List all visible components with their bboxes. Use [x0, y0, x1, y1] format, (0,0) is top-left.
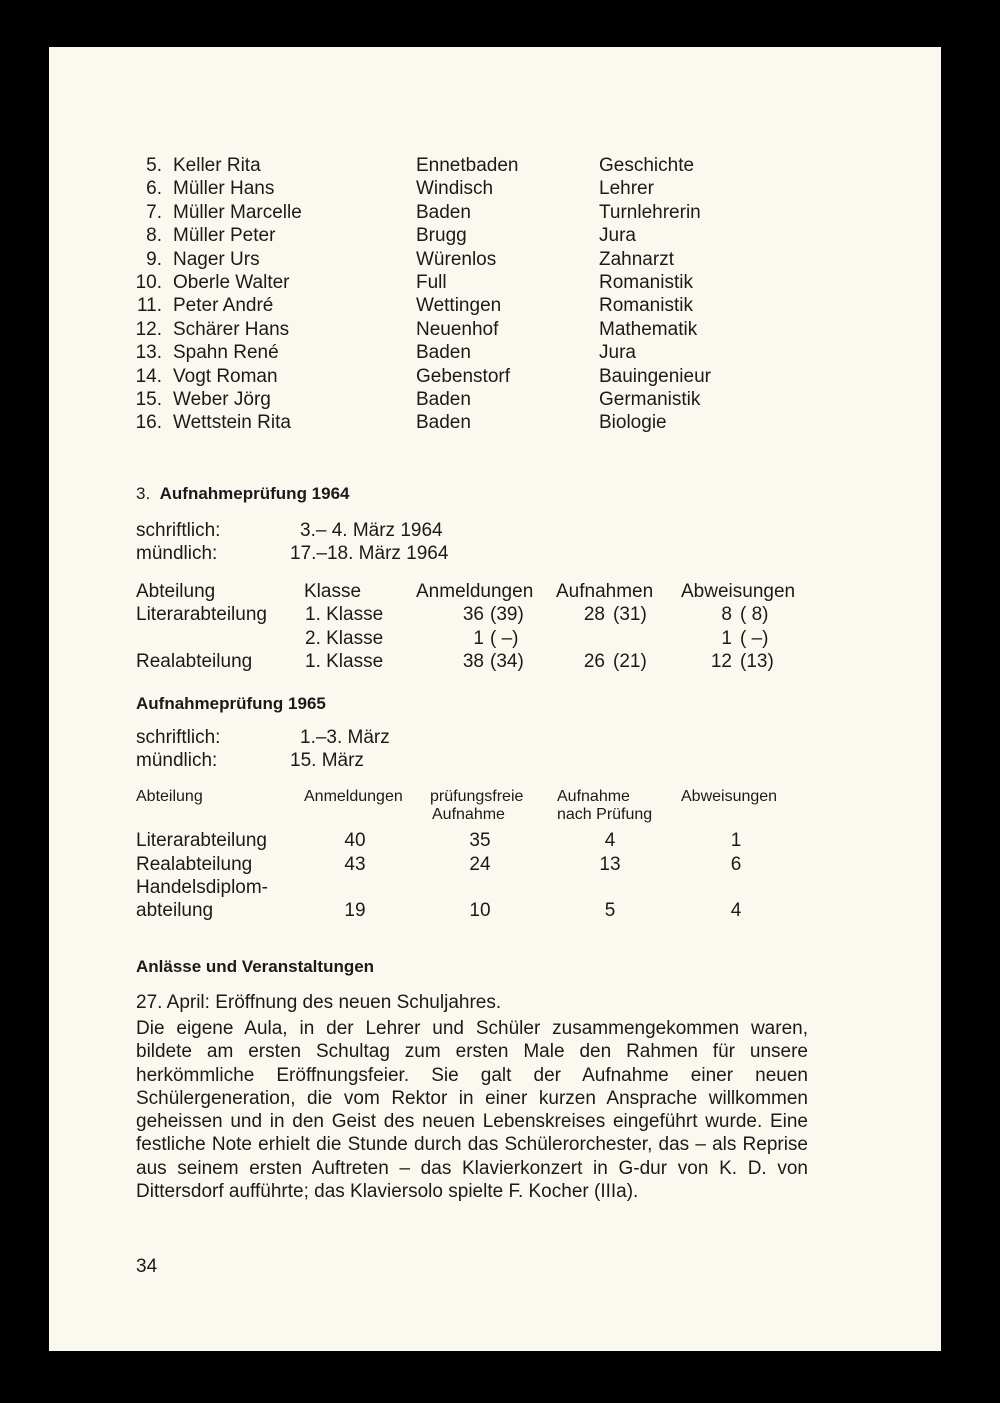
table1964-klasse: 1. Klasse: [305, 651, 384, 672]
table1964-abweisungen-prev: (13): [740, 651, 774, 672]
section-title-1965: Aufnahmeprüfung 1965: [136, 694, 326, 713]
person-field: Turnlehrerin: [599, 201, 701, 223]
table1965-header-abteilung: Abteilung: [136, 788, 203, 805]
person-number: 15.: [135, 389, 162, 410]
table1964-abteilung: Realabteilung: [136, 651, 253, 672]
table1964-aufnahmen: 28: [583, 604, 605, 625]
table1965-header-nach-pruefung: nach Prüfung: [557, 806, 653, 823]
table1964-anmeldungen-prev: (34): [490, 651, 524, 672]
person-number: 11.: [136, 295, 162, 317]
table1965-abweisungen: 6: [730, 853, 742, 875]
person-field: Germanistik: [599, 389, 701, 410]
person-number: 16.: [135, 412, 162, 434]
table1965-abteilung: Realabteilung: [136, 853, 253, 875]
table1964-abteilung: Literarabteilung: [136, 604, 267, 625]
person-field: Jura: [599, 342, 636, 364]
person-number: 13.: [135, 342, 162, 364]
table1965-row3-abteilung-2: abteilung: [136, 900, 214, 921]
person-field: Jura: [599, 225, 636, 247]
schriftlich-label-1964: schriftlich:: [136, 520, 221, 541]
table1964-anmeldungen-prev: (39): [490, 604, 524, 625]
events-title: Anlässe und Veranstaltungen: [136, 957, 375, 976]
table1964-header-anmeldungen: Anmeldungen: [416, 581, 534, 602]
person-number: 10.: [135, 272, 162, 293]
person-place: Baden: [416, 389, 471, 410]
table1964-aufnahmen-prev: (31): [613, 604, 647, 625]
person-name: Wettstein Rita: [173, 412, 291, 434]
person-place: Full: [416, 272, 447, 293]
person-place: Baden: [416, 342, 471, 364]
table1965-row3-abteilung-1: Handelsdiplom-: [136, 877, 269, 898]
person-field: Romanistik: [599, 272, 693, 293]
person-name: Vogt Roman: [173, 365, 278, 387]
table1965-row3-abweisungen: 4: [730, 900, 742, 921]
schriftlich-date-1965: 1.–3. März: [300, 727, 390, 748]
table1965-frei: 35: [469, 830, 491, 851]
table1964-abweisungen-prev: ( 8): [740, 604, 769, 625]
table1964-header-aufnahmen: Aufnahmen: [556, 581, 654, 602]
person-number: 8.: [146, 225, 162, 247]
table1964-anmeldungen: 36: [462, 604, 484, 625]
person-name: Oberle Walter: [173, 272, 290, 293]
table1964-abweisungen: 8: [721, 604, 732, 625]
person-number: 9.: [146, 248, 162, 270]
person-place: Würenlos: [416, 248, 497, 270]
muendlich-date-1965: 15. März: [290, 750, 364, 771]
person-field: Mathematik: [599, 318, 698, 340]
person-name: Spahn René: [173, 342, 279, 364]
table1964-abweisungen: 12: [710, 651, 732, 672]
person-place: Brugg: [416, 225, 467, 247]
table1965-header-anmeldungen: Anmeldungen: [304, 788, 403, 805]
table1965-row3-pruef: 5: [604, 900, 616, 921]
person-field: Geschichte: [599, 155, 695, 176]
person-name: Keller Rita: [173, 155, 261, 176]
events-date-line: 27. April: Eröffnung des neuen Schuljahres.: [136, 992, 502, 1013]
table1964-anmeldungen: 1: [473, 627, 484, 649]
table1965-abteilung: Literarabteilung: [136, 830, 267, 851]
table1965-abweisungen: 1: [730, 830, 742, 851]
person-field: Romanistik: [599, 295, 693, 317]
table1964-aufnahmen-prev: (21): [613, 651, 647, 672]
person-name: Weber Jörg: [173, 389, 271, 410]
table1965-pruef: 4: [604, 830, 616, 851]
table1965-header-aufnahme2: Aufnahme: [557, 788, 630, 805]
table1965-row3-anmeldungen: 19: [344, 900, 366, 921]
person-number: 12.: [135, 318, 162, 340]
table1965-anmeldungen: 40: [344, 830, 366, 851]
table1965-frei: 24: [469, 853, 491, 875]
person-name: Schärer Hans: [173, 318, 290, 340]
table1964-anmeldungen: 38: [462, 651, 484, 672]
person-field: Biologie: [599, 412, 667, 434]
table1964-header-abweisungen: Abweisungen: [681, 581, 796, 602]
table1965-header-aufnahme: Aufnahme: [432, 806, 505, 823]
table1964-klasse: 2. Klasse: [305, 627, 384, 649]
person-name: Müller Peter: [173, 225, 276, 247]
person-number: 6.: [146, 178, 162, 200]
schriftlich-date-1964: 3.– 4. März 1964: [300, 520, 443, 541]
person-number: 7.: [146, 201, 162, 223]
section-title-1964: 3. Aufnahmeprüfung 1964: [136, 484, 350, 503]
table1965-header-abweisungen: Abweisungen: [681, 788, 778, 805]
table1964-klasse: 1. Klasse: [305, 604, 384, 625]
person-place: Gebenstorf: [416, 365, 510, 387]
table1964-abweisungen: 1: [721, 627, 732, 649]
schriftlich-label-1965: schriftlich:: [136, 727, 221, 748]
person-field: Bauingenieur: [599, 365, 711, 387]
table1964-aufnahmen: 26: [583, 651, 605, 672]
person-place: Windisch: [416, 178, 494, 200]
table1965-row3-frei: 10: [469, 900, 491, 921]
muendlich-label-1964: mündlich:: [136, 543, 218, 564]
events-paragraph: Die eigene Aula, in der Lehrer und Schüler zusammengekommen waren, bildete am ersten Schultag zum ersten Male den Rahmen für unsere herkömmliche Eröffnungsfeier. Sie galt der Aufnahme einer neuen Schülergeneration, die vom Rektor in einer kurzen Ansprache willkommen geheissen und in den Geist des neuen Lebenskreises eingeführt wurde. Eine festliche Note erhielt die Stunde durch das Schülerorchester, das – als Reprise aus seinem ersten Auftreten – das Klavierkonzert in G-dur von K. D. von Dittersdorf aufführte; das Klaviersolo spielte F. Kocher (IIIa).: [136, 1018, 808, 1203]
muendlich-label-1965: mündlich:: [136, 750, 218, 771]
page-number: 34: [136, 1256, 158, 1277]
person-place: Baden: [416, 412, 471, 434]
table1965-anmeldungen: 43: [344, 853, 366, 875]
table1965-header-pruefungsfreie: prüfungsfreie: [430, 788, 524, 805]
person-place: Baden: [416, 201, 471, 223]
table1964-abweisungen-prev: ( –): [740, 627, 769, 649]
person-name: Müller Hans: [173, 178, 275, 200]
muendlich-date-1964: 17.–18. März 1964: [290, 543, 449, 564]
person-name: Müller Marcelle: [173, 201, 302, 223]
person-number: 14.: [135, 365, 162, 387]
person-place: Neuenhof: [416, 318, 499, 340]
person-field: Lehrer: [599, 178, 654, 200]
table1965-pruef: 13: [599, 853, 621, 875]
table1964-header-klasse: Klasse: [304, 581, 362, 602]
person-name: Nager Urs: [173, 248, 260, 270]
person-name: Peter André: [173, 295, 274, 317]
person-field: Zahnarzt: [599, 248, 674, 270]
person-number: 5.: [146, 155, 162, 176]
table1964-header-abteilung: Abteilung: [136, 581, 216, 602]
table1964-anmeldungen-prev: ( –): [490, 627, 519, 649]
person-place: Ennetbaden: [416, 155, 519, 176]
person-place: Wettingen: [416, 295, 502, 317]
